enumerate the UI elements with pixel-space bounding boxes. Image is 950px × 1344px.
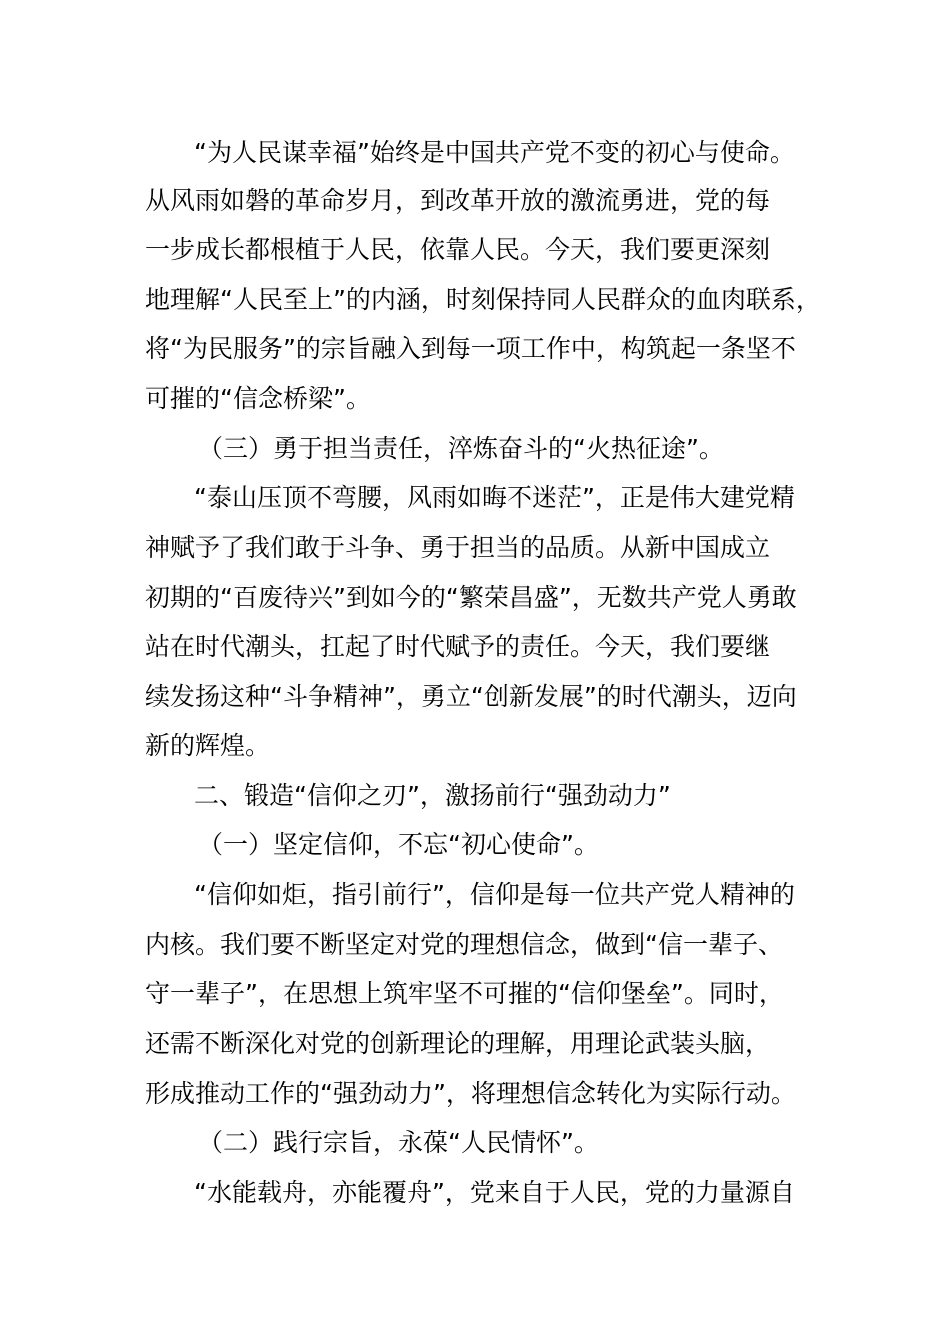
subheading-two: （二）践行宗旨，永葆“人民情怀”。 — [198, 1128, 599, 1157]
paragraph-1-line-3: 一步成长都根植于人民，依靠人民。今天，我们要更深刻 — [145, 235, 771, 264]
paragraph-2-line-2: 神赋予了我们敢于斗争、勇于担当的品质。从新中国成立 — [145, 533, 771, 562]
paragraph-2-line-5: 续发扬这种“斗争精神”，勇立“创新发展”的时代潮头，迈向 — [145, 682, 797, 711]
paragraph-2-line-6: 新的辉煌。 — [145, 731, 271, 760]
paragraph-3-line-5: 形成推动工作的“强劲动力”，将理想信念转化为实际行动。 — [145, 1079, 796, 1108]
paragraph-3-line-1: “信仰如炬，指引前行”，信仰是每一位共产党人精神的 — [194, 880, 795, 909]
paragraph-1-line-5: 将“为民服务”的宗旨融入到每一项工作中，构筑起一条坚不 — [145, 334, 796, 363]
paragraph-1-line-4: 地理解“人民至上”的内涵，时刻保持同人民群众的血肉联系， — [145, 285, 821, 314]
section-heading-two: 二、锻造“信仰之刃”，激扬前行“强劲动力” — [194, 781, 671, 810]
paragraph-3-line-2: 内核。我们要不断坚定对党的理想信念，做到“信一辈子、 — [145, 930, 783, 959]
subheading-one: （一）坚定信仰，不忘“初心使命”。 — [198, 830, 599, 859]
paragraph-2-line-4: 站在时代潮头，扛起了时代赋予的责任。今天，我们要继 — [145, 632, 771, 661]
paragraph-1-line-1: “为人民谋幸福”始终是中国共产党不变的初心与使命。 — [194, 138, 795, 167]
paragraph-3-line-4: 还需不断深化对党的创新理论的理解，用理论武装头脑， — [145, 1029, 771, 1058]
paragraph-2-line-3: 初期的“百废待兴”到如今的“繁荣昌盛”，无数共产党人勇敢 — [145, 583, 797, 612]
subheading-three: （三）勇于担当责任，淬炼奋斗的“火热征途”。 — [198, 434, 724, 463]
paragraph-4-line-1: “水能载舟，亦能覆舟”，党来自于人民，党的力量源自 — [194, 1178, 795, 1207]
paragraph-2-line-1: “泰山压顶不弯腰，风雨如晦不迷茫”，正是伟大建党精 — [194, 483, 795, 512]
paragraph-1-line-2: 从风雨如磐的革命岁月，到改革开放的激流勇进，党的每 — [145, 186, 771, 215]
paragraph-3-line-3: 守一辈子”，在思想上筑牢坚不可摧的“信仰堡垒”。同时， — [145, 979, 784, 1008]
paragraph-1-line-6: 可摧的“信念桥梁”。 — [145, 384, 371, 413]
